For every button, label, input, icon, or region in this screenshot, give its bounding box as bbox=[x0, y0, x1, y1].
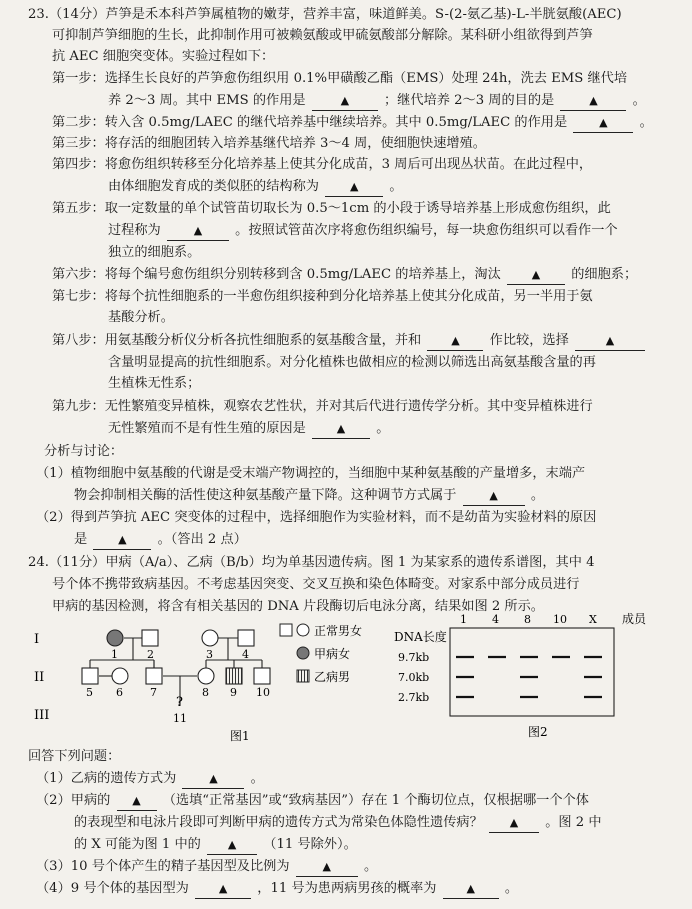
q23-d2-end: 。（答出 2 点） bbox=[157, 532, 247, 547]
q23-line-2: 可抑制芦笋细胞的生长，此抑制作用可被赖氨酸或甲硫氨酸部分解除。某科研小组欲得到芦笋 bbox=[52, 28, 593, 43]
q23-step4-line2 bbox=[108, 178, 403, 197]
q24-sub1 bbox=[36, 770, 264, 789]
q23-step6 bbox=[52, 266, 637, 285]
q23-line-3: 抗 AEC 细胞突变体。实验过程如下： bbox=[52, 49, 275, 64]
q23-d1-line1: （1）植物细胞中氨基酸的代谢是受末端产物调控的，当细胞中某种氨基酸的产量增多，末端产 bbox=[36, 466, 586, 481]
q23-step2 bbox=[52, 114, 653, 133]
q24-sub2-text-d: 。图 2 中 bbox=[545, 815, 602, 830]
q23-step2-end: 。 bbox=[639, 115, 653, 130]
pedigree-number: 6 bbox=[116, 686, 123, 699]
legend-normal-label: 正常男女 bbox=[314, 624, 363, 638]
answer-blank[interactable]: ▲ bbox=[560, 92, 626, 111]
q23-step4-line1: 第四步：将愈伤组织转移至分化培养基上使其分化成苗，3 周后可出现丛状苗。在此过程中， bbox=[52, 157, 593, 172]
q23-step4-end: 。 bbox=[389, 179, 403, 194]
q24-sub3-end: 。 bbox=[363, 859, 378, 874]
q24-sub1-end: 。 bbox=[250, 771, 264, 786]
q23-discussion-heading: 分析与讨论： bbox=[44, 444, 124, 459]
answer-blank[interactable]: ▲ bbox=[182, 770, 244, 789]
pedigree-member-3 bbox=[202, 630, 218, 646]
q23-step1-text-a: 养 2～3 周。其中 EMS 的作用是 bbox=[108, 93, 306, 108]
legend-normal-male-icon bbox=[280, 624, 292, 636]
legend-disease-a-label: 甲病女 bbox=[314, 647, 351, 661]
gel-lane-title: 成员 bbox=[622, 612, 647, 626]
pedigree-member-1 bbox=[107, 630, 123, 646]
pedigree-member-7 bbox=[146, 668, 162, 684]
q24-sub2-line3 bbox=[74, 836, 357, 855]
answer-blank[interactable]: ▲ bbox=[117, 792, 157, 811]
figure1-caption: 图1 bbox=[230, 729, 250, 743]
legend-normal-female-icon bbox=[297, 624, 309, 636]
answer-blank[interactable]: ▲ bbox=[93, 531, 151, 550]
pedigree-member-6 bbox=[112, 668, 128, 684]
q23-step6-text: 第六步：将每个编号愈伤组织分别转移到含 0.5mg/LAEC 的培养基上，淘汰 bbox=[52, 267, 501, 282]
q23-d1-end: 。 bbox=[530, 488, 545, 503]
pedigree-number: 2 bbox=[147, 648, 154, 661]
pedigree-unknown-mark: ? bbox=[176, 695, 183, 710]
pedigree-member-10 bbox=[254, 668, 270, 684]
pedigree-number: 8 bbox=[202, 686, 209, 699]
answer-blank[interactable]: ▲ bbox=[312, 92, 378, 111]
q23-d2-line2 bbox=[74, 531, 247, 550]
q24-sub2-text-e: 的 X 可能为图 1 中的 bbox=[74, 837, 201, 852]
q23-step5-line3: 独立的细胞系。 bbox=[108, 245, 201, 260]
pedigree-member-5 bbox=[82, 668, 98, 684]
gel-lane-label: 4 bbox=[492, 613, 499, 626]
legend-disease-a-icon bbox=[297, 647, 309, 659]
q24-sub2-text-c: 的表现型和电泳片段即可判断甲病的遗传方式为常染色体隐性遗传病？ bbox=[74, 815, 483, 830]
q23-step8-line1 bbox=[52, 332, 647, 351]
q24-sub4-text-a: （4）9 号个体的基因型为 bbox=[36, 881, 189, 896]
answer-blank[interactable]: ▲ bbox=[489, 814, 539, 833]
q24-sub2-text-f: （11 号除外）。 bbox=[263, 837, 357, 852]
q23-step3: 第三步：将存活的细胞团转入培养基继代培养 3～4 周，使细胞快速增殖。 bbox=[52, 136, 486, 151]
q23-step5-line2 bbox=[108, 222, 618, 241]
q23-step7-line2: 基酸分析。 bbox=[108, 310, 174, 325]
q24-sub4-text-b: ，11 号为患两病男孩的概率为 bbox=[257, 881, 437, 896]
q23-step9-line2 bbox=[108, 420, 389, 439]
q23-step5-text-a: 过程称为 bbox=[108, 223, 161, 238]
q23-step1-text-b: ；继代培养 2～3 周的目的是 bbox=[384, 93, 555, 108]
gel-header-label: DNA长度 bbox=[394, 630, 447, 644]
pedigree-member-9 bbox=[226, 668, 242, 684]
q23-step1-end: 。 bbox=[632, 93, 646, 108]
q23-step9-line1: 第九步：无性繁殖变异植株，观察农艺性状，并对其后代进行遗传学分析。其中变异植株进行 bbox=[52, 399, 593, 414]
q23-step1-line1: 第一步：选择生长良好的芦笋愈伤组织用 0.1%甲磺酸乙酯（EMS）处理 24h，洗去 EMS 继代培 bbox=[52, 71, 628, 86]
pedigree-number: 4 bbox=[242, 648, 249, 661]
answer-blank[interactable]: ▲ bbox=[195, 880, 251, 899]
pedigree-member-2 bbox=[142, 630, 158, 646]
answer-blank[interactable]: ▲ bbox=[312, 420, 370, 439]
q24-sub2-line2 bbox=[74, 814, 602, 833]
figure2-caption: 图2 bbox=[528, 725, 548, 739]
gel-size-label: 9.7kb bbox=[398, 651, 430, 664]
q24-sub1-text: （1）乙病的遗传方式为 bbox=[36, 771, 177, 786]
gel-size-label: 7.0kb bbox=[398, 671, 430, 684]
q23-line-1: 23.（14分）芦笋是禾本科芦笋属植物的嫩芽，营养丰富，味道鲜美。S-(2-氨乙基)-L-半胱氨酸(AEC) bbox=[28, 7, 622, 22]
pedigree-number: 1 bbox=[111, 648, 118, 661]
q24-sub3 bbox=[36, 858, 377, 877]
legend-disease-b-label: 乙病男 bbox=[314, 670, 351, 684]
answer-blank[interactable]: ▲ bbox=[167, 222, 229, 241]
gel-lane-label: 10 bbox=[553, 613, 567, 626]
q23-step5-text-b: 。按照试管苗次序将愈伤组织编号，每一块愈伤组织可以看作一个 bbox=[235, 223, 618, 238]
pedigree-number: 3 bbox=[206, 648, 213, 661]
pedigree-number: 5 bbox=[86, 686, 93, 699]
pedigree-gen-label: II bbox=[34, 670, 45, 685]
q24-intro-2: 号个体不携带致病基因。不考虑基因突变、交叉互换和染色体畸变。对家系中部分成员进行 bbox=[52, 577, 580, 592]
q24-sub2-line1 bbox=[36, 792, 589, 811]
q23-step1-line2 bbox=[108, 92, 646, 111]
pedigree-member-8 bbox=[198, 668, 214, 684]
q23-step7-line1: 第七步：将每个抗性细胞系的一半愈伤组织接种到分化培养基上使其分化成苗，另一半用于氨 bbox=[52, 289, 593, 304]
q23-d2-line1: （2）得到芦笋抗 AEC 突变体的过程中，选择细胞作为实验材料，而不是幼苗为实验材料的原因 bbox=[36, 510, 597, 525]
q24-sub2-text-a: （2）甲病的 bbox=[36, 793, 111, 808]
answer-blank[interactable]: ▲ bbox=[507, 266, 565, 285]
answer-blank[interactable]: ▲ bbox=[207, 836, 257, 855]
answer-blank[interactable]: ▲ bbox=[443, 880, 499, 899]
gel-frame bbox=[450, 628, 614, 716]
legend-disease-b-icon bbox=[297, 670, 309, 682]
answer-blank[interactable]: ▲ bbox=[573, 114, 633, 133]
gel-size-label: 2.7kb bbox=[398, 691, 430, 704]
answer-blank[interactable]: ▲ bbox=[427, 332, 483, 351]
pedigree-number: 7 bbox=[150, 686, 157, 699]
q23-step8-line3: 生植株无性系； bbox=[108, 376, 201, 391]
q23-d2-text: 是 bbox=[74, 532, 88, 547]
answer-blank[interactable]: ▲ bbox=[325, 178, 383, 197]
pedigree-number: 9 bbox=[230, 686, 237, 699]
q24-sub4-end: 。 bbox=[504, 881, 519, 896]
pedigree-gen-label: I bbox=[34, 632, 40, 647]
answer-blank[interactable]: ▲ bbox=[463, 487, 525, 506]
pedigree-gen-label: III bbox=[34, 708, 50, 723]
q23-d1-text: 物会抑制相关酶的活性使这种氨基酸产量下降。这种调节方式属于 bbox=[74, 488, 457, 503]
gel-lane-label: 8 bbox=[524, 613, 531, 626]
pedigree-number: 11 bbox=[173, 712, 187, 725]
q23-step9-text: 无性繁殖而不是有性生殖的原因是 bbox=[108, 421, 306, 436]
q24-sub4 bbox=[36, 880, 518, 899]
q24-prompt: 回答下列问题： bbox=[28, 749, 121, 764]
q23-step2-text: 第二步：转入含 0.5mg/LAEC 的继代培养基中继续培养。其中 0.5mg/LAEC 的作用是 bbox=[52, 115, 568, 130]
q23-step9-end: 。 bbox=[376, 421, 390, 436]
gel-lane-label: X bbox=[589, 613, 597, 626]
q23-step8-line2: 含量明显提高的抗性细胞系。对分化植株也做相应的检测以筛选出高氨基酸含量的再 bbox=[108, 355, 596, 370]
pedigree-figure bbox=[30, 616, 400, 746]
answer-blank[interactable]: ▲ bbox=[575, 332, 645, 351]
q23-step5-line1: 第五步：取一定数量的单个试管苗切取长为 0.5～1cm 的小段于诱导培养基上形成愈伤组织，此 bbox=[52, 201, 611, 216]
q24-intro-1: 24.（11分）甲病（A/a）、乙病（B/b）均为单基因遗传病。图 1 为某家系的遗传系谱图，其中 4 bbox=[28, 555, 595, 570]
q24-intro-3: 甲病的基因检测，将含有相关基因的 DNA 片段酶切后电泳分离，结果如图 2 所示。 bbox=[52, 599, 544, 614]
q24-sub3-text: （3）10 号个体产生的精子基因型及比例为 bbox=[36, 859, 290, 874]
q23-d1-line2 bbox=[74, 487, 544, 506]
pedigree-number: 10 bbox=[256, 686, 270, 699]
q23-step6-end: 的细胞系； bbox=[571, 267, 638, 282]
q23-step8-text-a: 第八步：用氨基酸分析仪分析各抗性细胞系的氨基酸含量，并和 bbox=[52, 333, 422, 348]
gel-figure bbox=[392, 612, 672, 742]
pedigree-member-4 bbox=[238, 630, 254, 646]
q23-step4-text: 由体细胞发育成的类似胚的结构称为 bbox=[108, 179, 319, 194]
answer-blank[interactable]: ▲ bbox=[296, 858, 358, 877]
gel-lane-label: 1 bbox=[460, 613, 467, 626]
q23-step8-text-b: 作比较，选择 bbox=[489, 333, 569, 348]
q24-sub2-text-b: （选填“正常基因”或“致病基因”）存在 1 个酶切位点，仅根据哪一个个体 bbox=[162, 793, 589, 808]
